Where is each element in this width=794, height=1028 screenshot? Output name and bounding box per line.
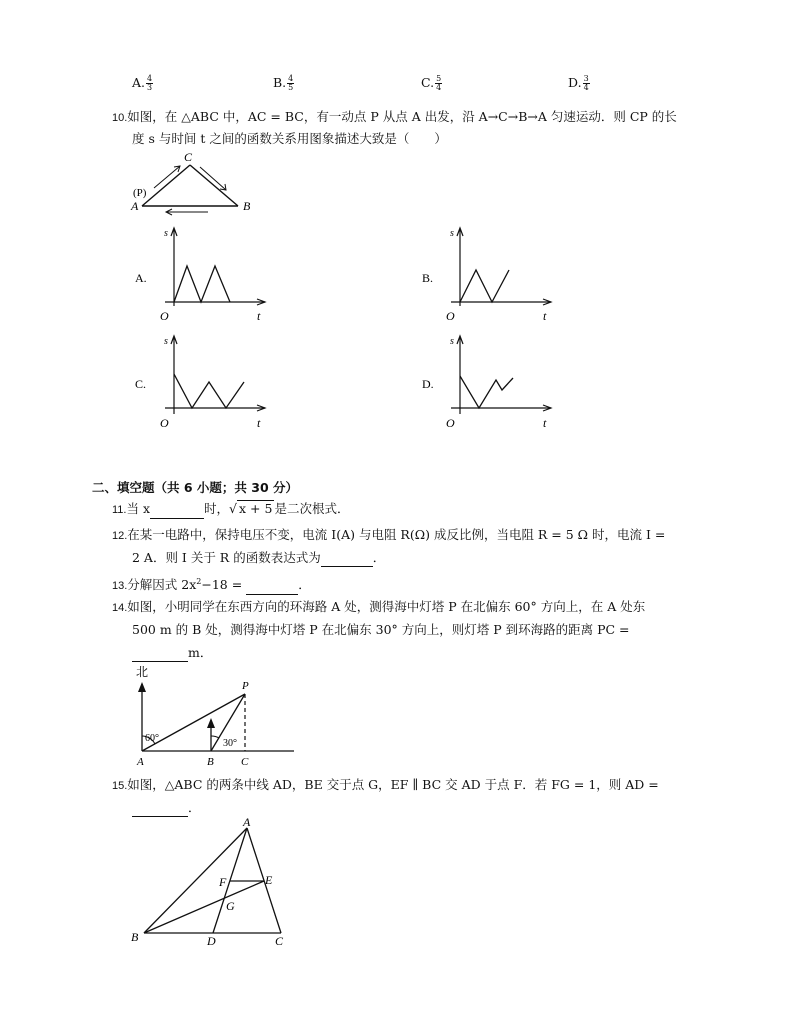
q15-line2: ．: [132, 799, 201, 817]
label-g: G: [226, 899, 235, 913]
q14-line1: 14.如图，小明同学在东西方向的环海路 A 处，测得海中灯塔 P 在北偏东 60° 方向上，在 A 处东: [112, 599, 646, 614]
t-label: t: [543, 416, 547, 430]
graph-a-option-label: A.: [135, 271, 147, 285]
q14-line2: 500 m 的 B 处，测得海中灯塔 P 在北偏东 30° 方向上，则灯塔 P 到环海路的距离 PC =: [132, 622, 630, 637]
origin-label: O: [446, 309, 455, 323]
label-north: 北: [136, 665, 149, 679]
s-label: s: [164, 228, 168, 239]
label-a: A: [243, 815, 251, 829]
q12-line1: 12.在某一电路中，保持电压不变，电流 I(A) 与电阻 R(Ω) 成反比例，当电阻 R = 5 Ω 时，电流 I =: [112, 527, 666, 542]
q14-blank: [132, 647, 188, 662]
q10-triangle-figure: [128, 148, 268, 220]
graph-b-option-label: B.: [422, 271, 434, 285]
graph-b-curve: [460, 270, 509, 302]
origin-label: O: [446, 416, 455, 430]
t-label: t: [257, 416, 261, 430]
q12-line2: 2 A．则 I 关于 R 的函数表达式为 ．: [132, 550, 386, 565]
label-a: A: [137, 756, 144, 768]
label-b: B: [243, 199, 251, 213]
t-label: t: [257, 309, 261, 323]
arrow-cb: [200, 167, 226, 190]
origin-label: O: [160, 416, 169, 430]
graph-c-option-label: C.: [135, 377, 147, 391]
graph-c-curve: [174, 374, 244, 408]
graph-a-curve: [174, 266, 230, 302]
q9-option-a: A. $\frac{4}{3}$: [132, 74, 153, 92]
label-f: F: [219, 875, 227, 889]
q14-figure: [128, 664, 303, 770]
side-cb: [190, 165, 238, 206]
label-c: C: [241, 756, 249, 768]
side-ac: [142, 165, 190, 206]
label-b: B: [131, 930, 139, 944]
s-label: s: [450, 336, 454, 347]
q12-blank: [321, 552, 373, 567]
q13-blank: [246, 580, 298, 595]
s-label: s: [450, 228, 454, 239]
graph-d-curve: [460, 376, 513, 408]
graph-option-c: [135, 330, 275, 432]
graph-d-option-label: D.: [422, 377, 434, 391]
label-p: P: [242, 680, 249, 692]
north-arrow-b-head: [207, 718, 215, 728]
q14-line3: m．: [132, 644, 212, 662]
q9-option-d: D. $\frac{3}{4}$: [568, 74, 589, 92]
t-label: t: [543, 309, 547, 323]
s-label: s: [164, 336, 168, 347]
label-p: (P): [133, 187, 147, 199]
label-e: E: [265, 873, 273, 887]
label-c: C: [275, 934, 284, 948]
north-arrow-a-head: [138, 682, 146, 692]
origin-label: O: [160, 309, 169, 323]
q10-line1: 10.如图，在 △ABC 中，AC = BC，有一动点 P 从点 A 出发，沿 A→C→B→A 匀速运动．则 CP 的长: [112, 109, 677, 124]
sqrt-radicand: x + 5: [239, 501, 273, 516]
graph-option-b: [422, 222, 562, 324]
q13: 13.分解因式 $2x^2-18$ = ．: [112, 573, 311, 595]
q10-line2: 度 s 与时间 t 之间的函数关系用图象描述大致是（ ）: [132, 131, 447, 146]
label-b: B: [207, 756, 214, 768]
q9-option-c: C. $\frac{5}{4}$: [421, 74, 442, 92]
q15-line1: 15.如图，△ABC 的两条中线 AD，BE 交于点 G，EF ∥ BC 交 AD 于点 F．若 FG = 1，则 AD =: [112, 777, 659, 792]
q11: 11.当 x 时，√ x + 5 是二次根式．: [112, 500, 349, 519]
q9-option-b: B. $\frac{4}{5}$: [273, 74, 294, 92]
label-c: C: [184, 150, 193, 164]
label-d: D: [207, 934, 216, 948]
q11-blank: [150, 504, 204, 519]
graph-option-d: [422, 330, 562, 432]
graph-option-a: [135, 222, 275, 324]
label-angle-30: 30°: [223, 738, 237, 749]
sqrt-sign: √: [229, 501, 237, 516]
section-2-heading: 二、填空题（共 6 小题；共 30 分）: [92, 480, 299, 495]
label-angle-60: 60°: [145, 733, 159, 744]
q15-figure: [126, 814, 296, 948]
label-a: A: [131, 199, 139, 213]
median-be: [144, 881, 264, 933]
angle-arc-b: [211, 736, 219, 738]
